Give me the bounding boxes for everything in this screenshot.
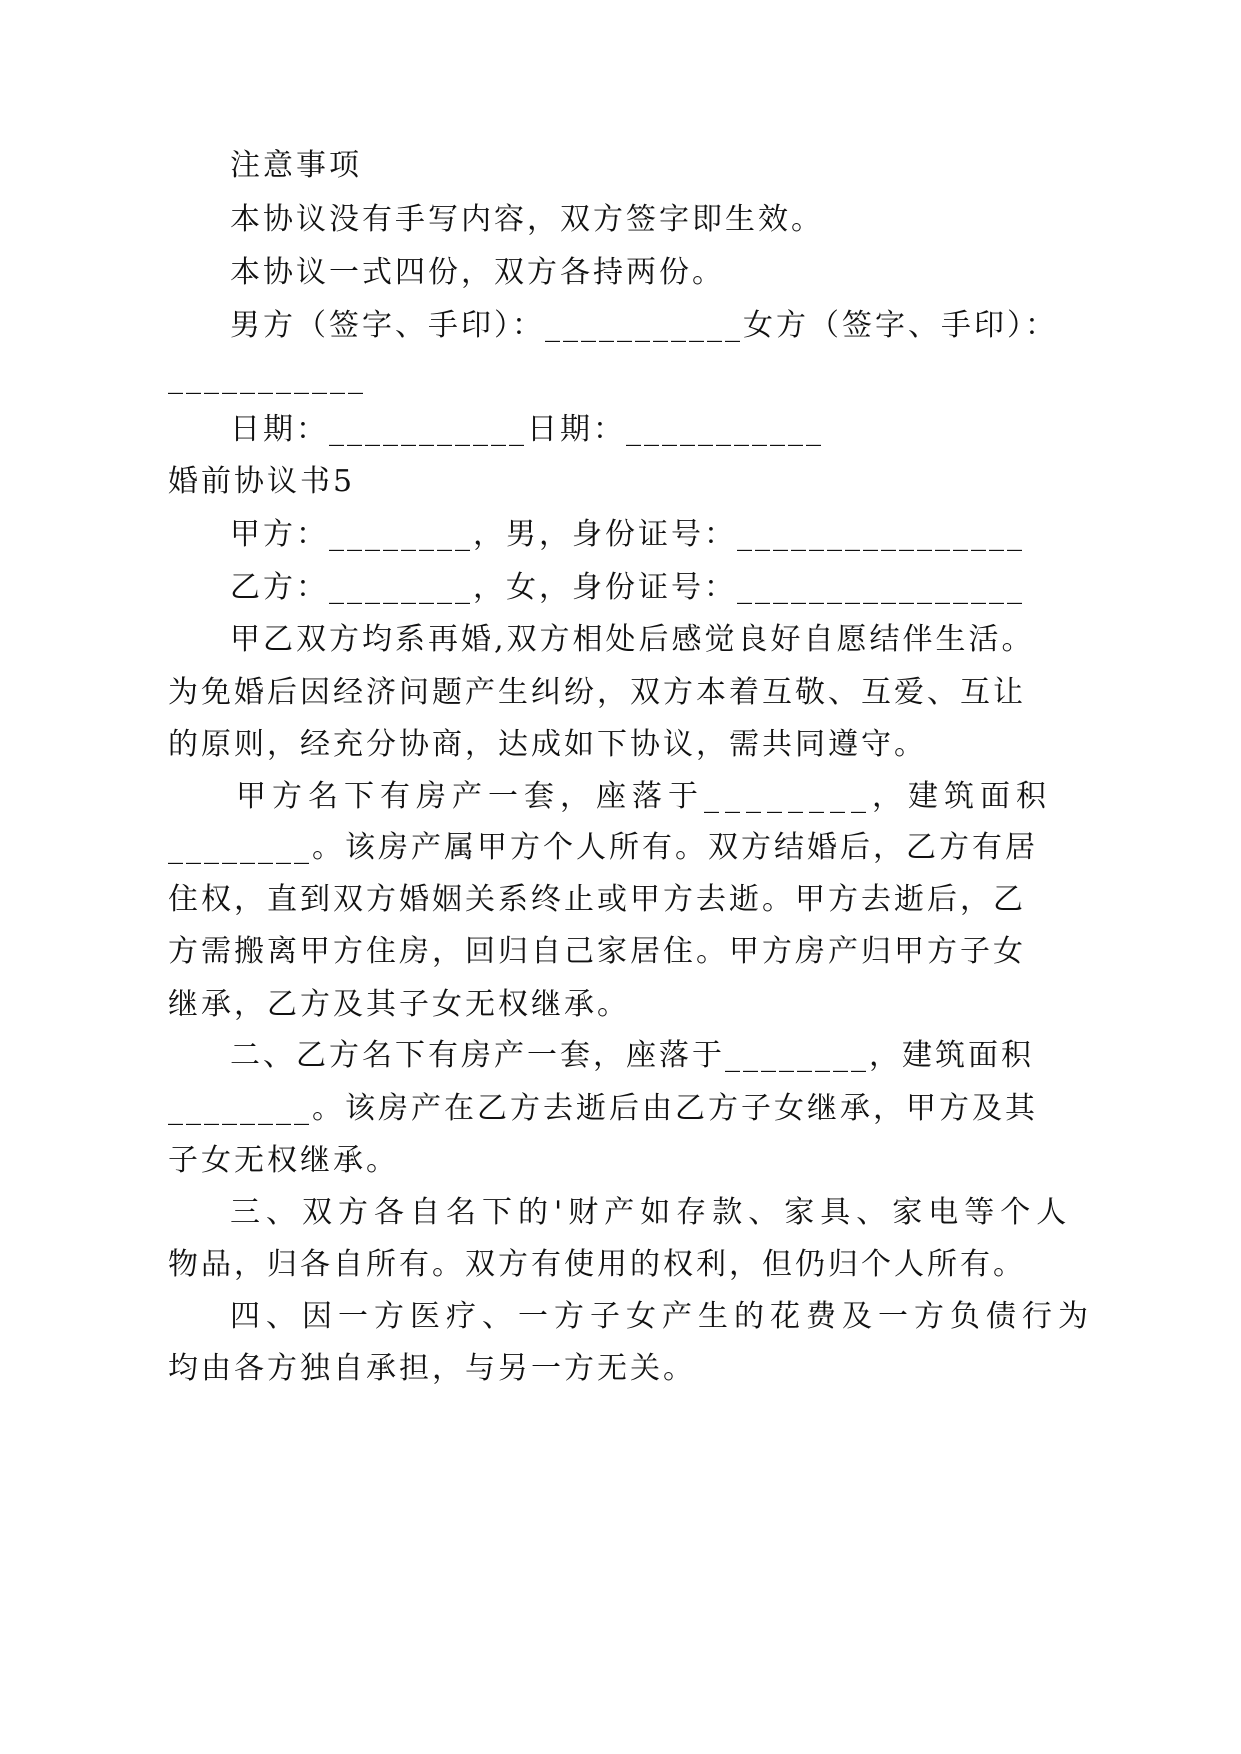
clause-2-line-2: ________。该房产在乙方去逝后由乙方子女继承，甲方及其 — [168, 1091, 1038, 1126]
signature-line-continued: ___________ — [168, 360, 366, 395]
clause-1-line-2: ________。该房产属甲方个人所有。双方结婚后，乙方有居 — [168, 830, 1038, 865]
party-b-line: 乙方：________，女，身份证号：________________ — [230, 570, 1025, 605]
party-a-line: 甲方：________，男，身份证号：________________ — [230, 517, 1025, 552]
clause-1-line-1: 甲方名下有房产一套，座落于________，建筑面积 — [236, 779, 1052, 814]
notice-line-1: 本协议没有手写内容，双方签字即生效。 — [230, 202, 824, 237]
clause-2-line-3: 子女无权继承。 — [168, 1143, 399, 1178]
intro-line-1: 甲乙双方均系再婚,双方相处后感觉良好自愿结伴生活。 — [230, 622, 1035, 657]
section-title: 婚前协议书5 — [168, 464, 356, 499]
clause-3-line-1: 三、双方各自名下的'财产如存款、家具、家电等个人 — [230, 1195, 1073, 1230]
date-line: 日期：___________日期：___________ — [230, 412, 824, 447]
clause-4-line-2: 均由各方独自承担，与另一方无关。 — [168, 1351, 696, 1386]
signature-line: 男方（签字、手印）：___________女方（签字、手印）： — [230, 308, 1058, 343]
intro-line-3: 的原则，经充分协商，达成如下协议，需共同遵守。 — [168, 727, 927, 762]
clause-2-line-1: 二、乙方名下有房产一套，座落于________，建筑面积 — [230, 1038, 1034, 1073]
notice-title: 注意事项 — [230, 148, 362, 183]
clause-1-line-5: 继承，乙方及其子女无权继承。 — [168, 987, 630, 1022]
clause-1-line-4: 方需搬离甲方住房，回归自己家居住。甲方房产归甲方子女 — [168, 934, 1026, 969]
clause-4-line-1: 四、因一方医疗、一方子女产生的花费及一方负债行为 — [230, 1299, 1094, 1334]
clause-1-line-3: 住权，直到双方婚姻关系终止或甲方去逝。甲方去逝后，乙 — [168, 882, 1026, 917]
intro-line-2: 为免婚后因经济问题产生纠纷，双方本着互敬、互爱、互让 — [168, 675, 1026, 710]
clause-3-line-2: 物品，归各自所有。双方有使用的权利，但仍归个人所有。 — [168, 1247, 1026, 1282]
notice-line-2: 本协议一式四份，双方各持两份。 — [230, 255, 725, 290]
